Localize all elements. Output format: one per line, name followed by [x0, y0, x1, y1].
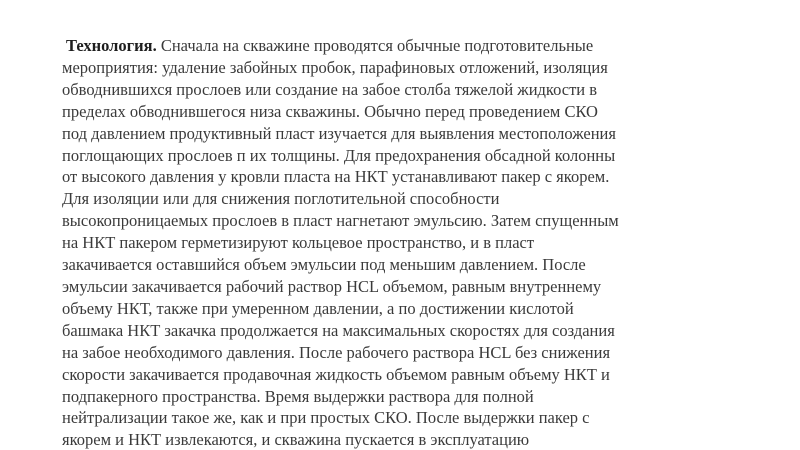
paragraph-line: пределах обводнившегося низа скважины. Обычно перед проведением СКО	[62, 101, 598, 121]
paragraph-line: под давлением продуктивный пласт изучается для выявления местоположения	[62, 123, 616, 143]
paragraph-line	[62, 35, 782, 57]
body-paragraph	[62, 35, 782, 450]
lead-term: Технология.	[66, 36, 157, 55]
paragraph-line: закачивается оставшийся объем эмульсии под меньшим давлением. После	[62, 255, 586, 275]
paragraph-line: на забое необходимого давления. После рабочего раствора HCL без снижения	[62, 342, 611, 362]
paragraph-line: поглощающих прослоев п их толщины. Для предохранения обсадной колонны	[62, 145, 616, 165]
paragraph-line: высокопроницаемых прослоев в пласт нагнетают эмульсию. Затем спущенным	[62, 211, 619, 231]
paragraph-line: на НКТ пакером герметизируют кольцевое пространство, и в пласт	[62, 233, 535, 253]
paragraph-line: мероприятия: удаление забойных пробок, парафиновых отложений, изоляция	[62, 57, 608, 77]
paragraph-line: объему НКТ, также при умеренном давлении, а по достижении кислотой	[62, 298, 574, 318]
paragraph-line: от высокого давления у кровли пласта на НКТ устанавливают пакер с якорем.	[62, 167, 610, 187]
paragraph-line: подпакерного пространства. Время выдержки раствора для полной	[62, 386, 534, 406]
paragraph-line: скорости закачивается продавочная жидкость объемом равным объему НКТ и	[62, 364, 610, 384]
paragraph-line: обводнившихся прослоев или создание на забое столба тяжелой жидкости в	[62, 79, 598, 99]
paragraph-line: Для изоляции или для снижения поглотительной способности	[62, 189, 500, 209]
paragraph-line: башмака НКТ закачка продолжается на максимальных скоростях для создания	[62, 320, 615, 340]
paragraph-line: нейтрализации такое же, как и при простых СКО. После выдержки пакер с	[62, 408, 590, 428]
paragraph-line: эмульсии закачивается рабочий раствор HCL объемом, равным внутреннему	[62, 276, 602, 296]
paragraph-line: якорем и НКТ извлекаются, и скважина пускается в эксплуатацию	[62, 430, 530, 450]
first-line-text: Сначала на скважине проводятся обычные подготовительные	[156, 36, 594, 55]
